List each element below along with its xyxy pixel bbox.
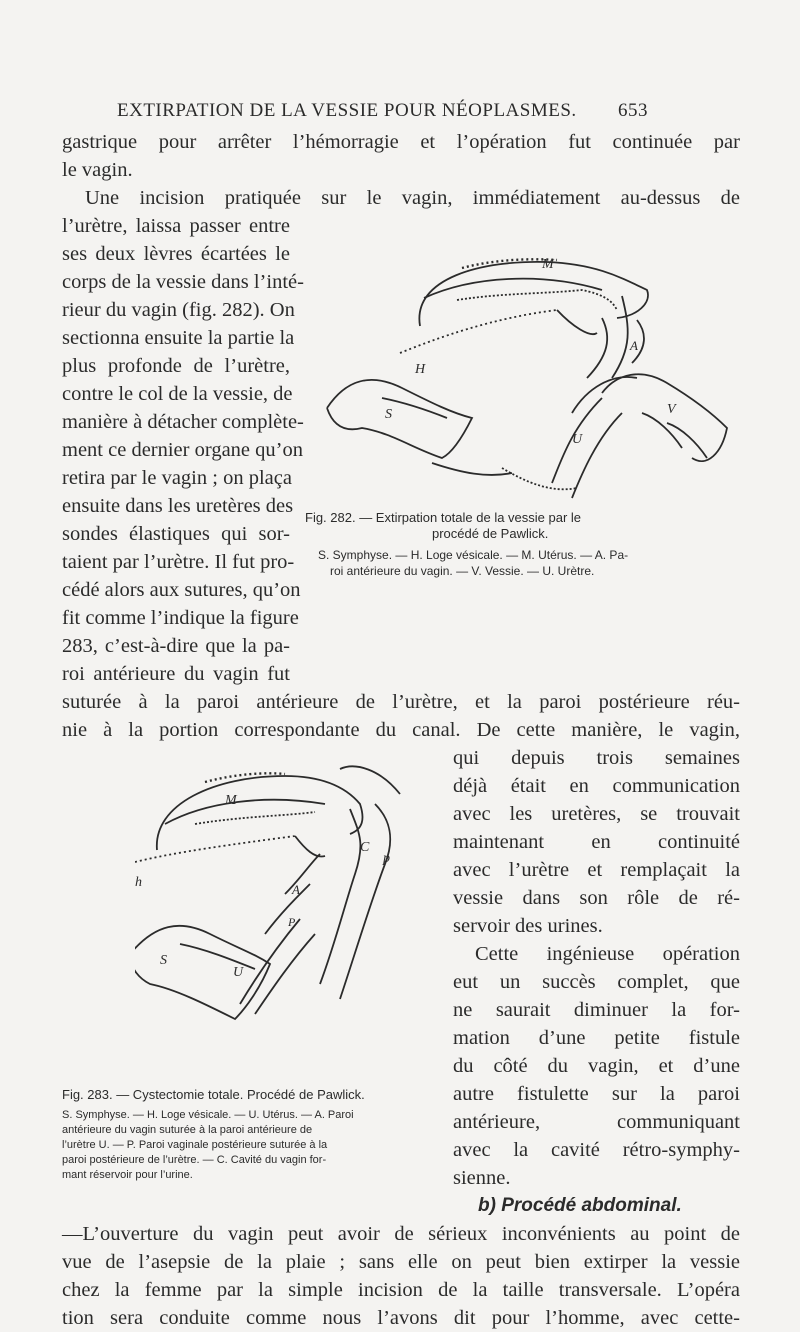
label-p: p xyxy=(383,851,390,866)
text-line: sectionna ensuite la partie la xyxy=(62,327,295,349)
text-line: gastrique pour arrêter l’hémorragie et l’opération fut continuée par xyxy=(62,131,740,153)
text-line: taient par l’urètre. Il fut pro- xyxy=(62,551,295,573)
text-line: nie à la portion correspondante du canal. De cette manière, le vagin, xyxy=(62,719,740,741)
figure-283-legend-4: paroi postérieure de l’urètre. — C. Cavité du vagin for- xyxy=(62,1154,327,1166)
text-line: sondes élastiques qui sor- xyxy=(62,523,290,545)
text-line: roi antérieure du vagin fut xyxy=(62,663,290,685)
text-line: ses deux lèvres écartées le xyxy=(62,243,290,265)
figure-283 xyxy=(135,764,455,1054)
figure-282-drawing xyxy=(312,238,732,508)
text-line: déjà était en communication xyxy=(453,775,740,797)
text-line: tion sera conduite comme nous l’avons dit pour l’homme, avec cette- xyxy=(62,1307,740,1329)
text-line: contre le col de la vessie, de xyxy=(62,383,293,405)
figure-283-legend: S. Symphyse. — H. Loge vésicale. — U. Utérus. — A. Paroi xyxy=(62,1109,354,1121)
label-A: A xyxy=(630,338,638,353)
figure-283-caption-title: Fig. 283. — Cystectomie totale. Procédé de Pawlick. xyxy=(62,1087,365,1102)
figure-282 xyxy=(312,238,732,508)
text-line: manière à détacher complète- xyxy=(62,411,304,433)
text-line: vue de l’asepsie de la plaie ; sans elle on peut bien extirper la vessie xyxy=(62,1251,740,1273)
text-line: eut un succès complet, que xyxy=(453,971,740,993)
page-number: 653 xyxy=(618,100,648,121)
text-line: antérieure, communiquant xyxy=(453,1111,740,1133)
text-line: plus profonde de l’urètre, xyxy=(62,355,290,377)
text-line: ne saurait diminuer la for- xyxy=(453,999,740,1021)
text-line: suturée à la paroi antérieure de l’urètre, et la paroi postérieure réu- xyxy=(62,691,740,713)
running-header: EXTIRPATION DE LA VESSIE POUR NÉOPLASMES. xyxy=(117,100,577,121)
text-line: rieur du vagin (fig. 282). On xyxy=(62,299,295,321)
text-line: —L’ouverture du vagin peut avoir de sérieux inconvénients au point de xyxy=(62,1223,740,1245)
text-line: servoir des urines. xyxy=(453,915,603,937)
label-V: V xyxy=(667,402,676,417)
figure-282-legend: S. Symphyse. — H. Loge vésicale. — M. Utérus. — A. Pa- xyxy=(318,548,629,562)
label-S: S xyxy=(160,953,167,968)
label-h: h xyxy=(135,875,142,890)
text-line: ensuite dans les uretères des xyxy=(62,495,294,517)
text-line: chez la femme par la simple incision de la taille transversale. L’opéra xyxy=(62,1279,740,1301)
text-line: sienne. xyxy=(453,1167,511,1189)
text-line: vessie dans son rôle de ré- xyxy=(453,887,740,909)
figure-283-legend-2: antérieure du vagin suturée à la paroi antérieure de xyxy=(62,1124,313,1136)
text-line: 283, c’est-à-dire que la pa- xyxy=(62,635,290,657)
text-line: le vagin. xyxy=(62,159,133,181)
figure-282-caption-title: Fig. 282. — Extirpation totale de la vessie par le xyxy=(305,510,582,525)
text-line: avec les uretères, se trouvait xyxy=(453,803,740,825)
label-M: M xyxy=(225,793,237,808)
label-U: U xyxy=(233,965,244,980)
label-A: A xyxy=(292,882,300,897)
text-line: corps de la vessie dans l’inté- xyxy=(62,271,304,293)
text-line: l’urètre, laissa passer entre xyxy=(62,215,290,237)
figure-283-drawing xyxy=(135,764,455,1054)
text-line: cédé alors aux sutures, qu’on xyxy=(62,579,301,601)
text-line: autre fistulette sur la paroi xyxy=(453,1083,740,1105)
text-line: maintenant en continuité xyxy=(453,831,740,853)
text-line: retira par le vagin ; on plaça xyxy=(62,467,292,489)
text-line: avec l’urètre et remplaçait la xyxy=(453,859,740,881)
section-heading: b) Procédé abdominal. xyxy=(478,1195,682,1216)
figure-283-legend-5: mant réservoir pour l’urine. xyxy=(62,1169,193,1181)
text-line: ment ce dernier organe qu’on xyxy=(62,439,303,461)
label-S: S xyxy=(385,407,392,422)
label-H: H xyxy=(415,362,426,377)
text-line: mation d’une petite fistule xyxy=(453,1027,740,1049)
text-line: du côté du vagin, et d’une xyxy=(453,1055,740,1077)
text-line: Une incision pratiquée sur le vagin, immédiatement au-dessus de xyxy=(85,187,740,209)
label-M: M xyxy=(542,257,554,272)
figure-282-caption-title-2: procédé de Pawlick. xyxy=(432,526,549,541)
figure-282-legend-2: roi antérieure du vagin. — V. Vessie. — U. Urètre. xyxy=(330,564,595,578)
text-line: fit comme l’indique la figure xyxy=(62,607,299,629)
text-line: Cette ingénieuse opération xyxy=(475,943,740,965)
label-C: C xyxy=(360,840,370,855)
figure-283-legend-3: l’urètre U. — P. Paroi vaginale postérieure suturée à la xyxy=(62,1139,328,1151)
label-U: U xyxy=(572,432,583,447)
text-line: qui depuis trois semaines xyxy=(453,747,740,769)
label-P: P xyxy=(288,915,296,929)
text-line: avec la cavité rétro-symphy- xyxy=(453,1139,740,1161)
